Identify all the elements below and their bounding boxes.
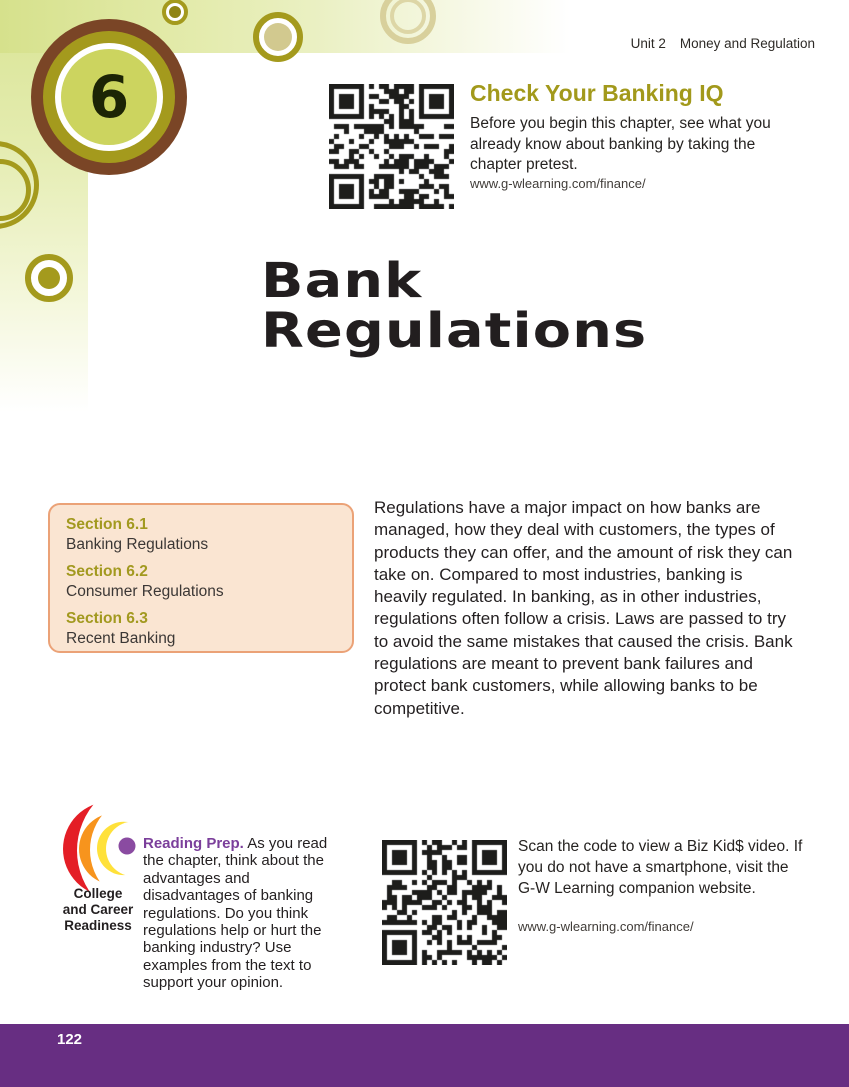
- ccr-line3: Readiness: [64, 917, 132, 933]
- reading-prep-body: As you read the chapter, think about the advantages and disadvantages of banking regulations. Do you think regulations help or hurt the banking industry? Use examples from the text to support your opinion.: [143, 835, 328, 992]
- chapter-badge: [31, 19, 187, 175]
- chapter-number: 6: [88, 63, 130, 131]
- header-unit-label: Unit 2: [630, 36, 666, 51]
- banking-iq-heading: Check Your Banking IQ: [470, 80, 724, 106]
- section-title: Recent Banking: [66, 630, 176, 647]
- decor-small-circle: [162, 0, 188, 25]
- page-number: 122: [57, 1031, 83, 1048]
- footer-bar: [0, 1024, 849, 1087]
- qr-code-bizkids-icon: [382, 840, 507, 965]
- decor-bullseye-circle: [25, 254, 73, 302]
- ccr-line2: and Career: [62, 901, 134, 917]
- chapter-title-line1: Bank: [261, 253, 423, 309]
- chapter-badge-white-ring: [55, 43, 163, 151]
- section-item-6-1: [66, 515, 336, 555]
- banking-iq-body: Before you begin this chapter, see what you already know about banking by taking the chapter pretest.: [470, 115, 771, 173]
- bizkids-body: Scan the code to view a Biz Kid$ video. If you do not have a smartphone, visit the G-W Learning companion website.: [518, 838, 803, 897]
- section-label: Section 6.2: [66, 563, 148, 580]
- running-header: [631, 36, 815, 51]
- reading-prep-lead: Reading Prep.: [143, 835, 244, 852]
- section-item-6-2: [66, 562, 336, 602]
- bizkids-url: www.g-wlearning.com/finance/: [518, 919, 694, 934]
- section-label: Section 6.1: [66, 516, 148, 533]
- chapter-title-line2: Regulations: [261, 303, 648, 359]
- section-title: Banking Regulations: [66, 536, 209, 553]
- decor-medium-circle: [253, 12, 303, 62]
- header-unit-title: Money and Regulation: [679, 36, 815, 51]
- section-title: Consumer Regulations: [66, 583, 224, 600]
- chapter-title: [261, 253, 648, 359]
- section-list-box: [48, 503, 354, 653]
- banking-iq-url: www.g-wlearning.com/finance/: [470, 176, 646, 191]
- ccr-line1: College: [73, 886, 123, 901]
- section-item-6-3: [66, 609, 336, 649]
- college-career-readiness-label: [36, 886, 160, 933]
- section-label: Section 6.3: [66, 610, 148, 627]
- chapter-badge-olive-ring: [43, 31, 175, 163]
- chapter-intro-paragraph: Regulations have a major impact on how banks are managed, how they deal with customers, the types of products they can offer, and the amount of risk they can take on. Compared to most industries, banking is heavily regulated. In banking, as in other industries, regulations often follow a crisis. Laws are passed to try to avoid the same mistakes that caused the crisis. Bank regulations are meant to prevent bank failures and protect bank customers, while allowing banks to be competitive.: [374, 498, 793, 718]
- reading-prep-paragraph: [143, 835, 343, 992]
- chapter-badge-fill: [61, 49, 157, 145]
- qr-code-pretest-icon: [329, 84, 454, 209]
